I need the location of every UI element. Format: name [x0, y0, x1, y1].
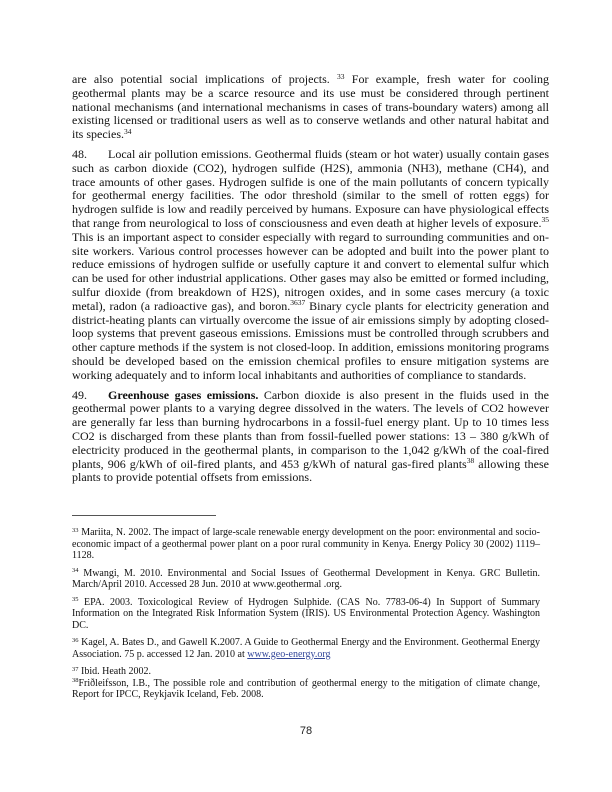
footnotes — [72, 527, 540, 707]
footnote-reference-36-37[interactable]: 3637 — [290, 298, 306, 308]
footnote-36 — [72, 637, 540, 660]
footnote-33 — [72, 527, 540, 562]
footnote-text: Friðleifsson, I.B., The possible role and contribution of geothermal energy to the mitigation of climate change, Report for IPCC, Reykjavik Iceland, Feb. 2008. — [72, 677, 540, 700]
footnote-38 — [72, 678, 540, 701]
paragraph-text: are also potential social implications of projects. — [72, 72, 338, 86]
footnote-37 — [72, 666, 540, 678]
paragraph-text: Local air pollution emissions. Geothermal fluids (steam or hot water) usually contain gases such as carbon dioxide (CO2), hydrogen sulfide (H2S), ammonia (NH3), methane (CH4), and trace amounts of other gases. Hydrogen sulfide is one of the main pollutants of concern typically for geothermal energy facilities. The odor threshold (similar to the smell of rotten eggs) for hydrogen sulfide is low and readily perceived by humans. Exposure can have physiological effects that range from neurological to loss of consciousness and even death at higher levels of exposure. — [72, 146, 549, 230]
body-text — [72, 73, 549, 491]
footnote-reference-35[interactable]: 35 — [541, 215, 549, 225]
footnote-reference-33[interactable]: 33 — [337, 71, 345, 81]
footnote-reference-34[interactable]: 34 — [124, 126, 132, 136]
footnote-34 — [72, 568, 540, 591]
footnote-text: EPA. 2003. Toxicological Review of Hydrogen Sulphide. (CAS No. 7783-06-4) In Support of Summary Information on the Integrated Risk Information System (IRIS). US Environmental Protection Agency. Washington DC. — [72, 596, 540, 631]
paragraph-text: This is an important aspect to consider especially with regard to surrounding communities and on-site workers. Various control processes however can be adopted and built into the power plant to reduce emissions of hydrogen sulfide or usefully capture it and convert to elemental sulfur which can be used for other industrial applications. Other gases may also be emitted or formed including, sulfur dioxide (from breakdown of H2S), nitrogen oxides, and in some cases mercury (a toxic metal), radon (a radioactive gas), and boron. — [72, 229, 549, 313]
footnote-text: Ibid. Heath 2002. — [78, 666, 151, 677]
geo-energy-link[interactable]: www.geo-energy.org — [247, 648, 331, 660]
footnote-separator — [72, 515, 216, 516]
paragraph-text: allowing these plants to provide potential offsets from emissions. — [72, 456, 549, 485]
footnote-number: 33 — [72, 526, 79, 534]
paragraph-continued — [72, 73, 549, 142]
paragraph-text: Binary cycle plants for electricity generation and district-heating plants can virtually overcome the issue of air emissions simply by adopting closed-loop systems that prevent gaseous emissions. Emissions must be controlled through scrubbers and other capture methods if the system is not closed-loop. In addition, emissions monitoring programs should be developed based on the emission chemical profiles to ensure mitigation systems are working adequately and to inform local inhabitants and authorities of compliance to standards. — [72, 298, 549, 382]
page-number: 78 — [299, 725, 313, 737]
footnote-number: 35 — [72, 596, 79, 603]
footnote-text: Mariita, N. 2002. The impact of large-scale renewable energy development on the poor: environmental and socio-economic impact of a geothermal power plant on a poor rural community in Kenya. Energy Policy 30 (2002) 1119–1128. — [72, 527, 540, 561]
paragraph-number: 48. — [72, 146, 87, 161]
paragraph-heading: Greenhouse gases emissions. — [108, 387, 259, 402]
footnote-number: 38 — [72, 677, 79, 684]
footnote-number: 34 — [72, 567, 79, 574]
paragraph-text: Carbon dioxide is also present in the fluids used in the geothermal power plants to a varying degree dissolved in the waters. The levels of CO2 however are generally far less than burning hydrocarbons in a fossil-fuel energy plant. Up to 10 times less CO2 is discharged from these plants than from fossil-fuelled power stations: 13 – 380 g/kWh of electricity produced in the geothermal plants, in comparison to the 1,042 g/kWh of the coal-fired plants, 906 g/kWh of oil-fired plants, and 453 g/kWh of natural gas-fired plants — [72, 387, 550, 471]
paragraph-49 — [72, 389, 549, 486]
paragraph-48 — [72, 148, 549, 383]
paragraph-number: 49. — [72, 387, 87, 402]
footnote-35 — [72, 597, 540, 632]
footnote-text: Mwangi, M. 2010. Environmental and Social Issues of Geothermal Development in Kenya. GRC Bulletin. March/April 2010. Accessed 28 Jun. 2010 at www.geothermal .org. — [72, 567, 540, 590]
paragraph-text: For example, fresh water for cooling geothermal plants may be a scarce resource and its use must be considered through pertinent national mechanisms (and international mechanisms in cases of trans-boundary waters) among all existing licensed or traditional users as well as to conserve wetlands and other natural habitat and its species. — [72, 72, 550, 142]
footnote-number: 37 — [72, 665, 79, 673]
footnote-number: 36 — [72, 636, 79, 644]
footnote-text: Kagel, A. Bates D., and Gawell K.2007. A Guide to Geothermal Energy and the Environment. Geothermal Energy Association. 75 p. accessed 12 Jan. 2010 at — [72, 637, 540, 660]
footnote-reference-38[interactable]: 38 — [466, 456, 475, 466]
